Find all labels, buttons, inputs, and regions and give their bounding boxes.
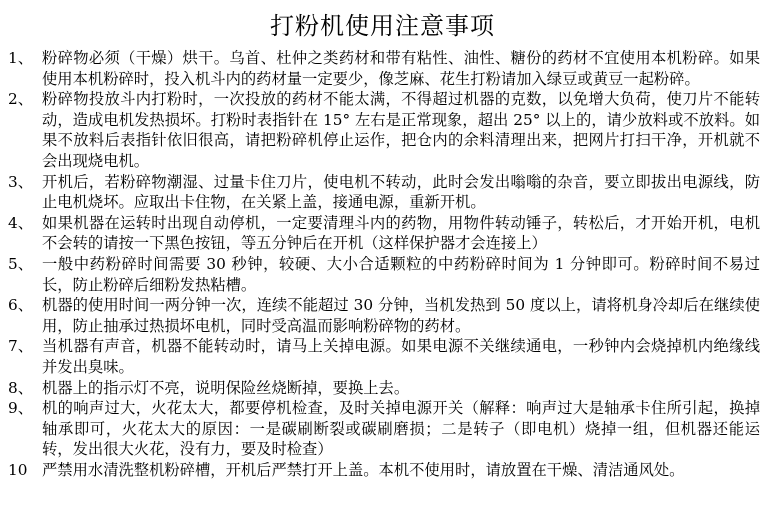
list-item	[8, 398, 760, 460]
item-text: 一般中药粉碎时间需要 30 秒钟，较硬、大小合适颗粒的中药粉碎时间为 1 分钟即可。粉碎时间不易过长，防止粉碎后细粉发热粘槽。	[42, 254, 760, 294]
item-number: 7、	[8, 337, 34, 356]
item-number: 8、	[8, 378, 34, 397]
item-number: 3、	[8, 172, 34, 191]
item-text: 开机后，若粉碎物潮湿、过量卡住刀片，使电机不转动，此时会发出嗡嗡的杂音，要立即拔出电源线，防止电机烧坏。应取出卡住物，在关紧上盖，接通电源，重新开机。	[42, 172, 760, 212]
item-text: 粉碎物必须（干燥）烘干。乌首、杜仲之类药材和带有粘性、油性、糖份的药材不宜使用本机粉碎。如果使用本机粉碎时，投入机斗内的药材量一定要少，像芝麻、花生打粉请加入绿豆或黄豆一起粉碎。	[42, 49, 760, 88]
list-item	[8, 295, 760, 336]
list-item	[8, 254, 760, 295]
item-number: 4、	[8, 213, 34, 232]
item-number: 2、	[8, 90, 34, 109]
list-item	[8, 48, 760, 89]
item-text: 严禁用水清洗整机粉碎槽，开机后严禁打开上盖。本机不使用时，请放置在干燥、清洁通风处。	[42, 460, 685, 479]
item-number: 9、	[8, 399, 34, 418]
notice-list	[8, 48, 760, 480]
item-number: 1、	[8, 49, 34, 67]
page-title: 打粉机使用注意事项	[270, 12, 495, 40]
item-text: 机器上的指示灯不亮，说明保险丝烧断掉，要换上去。	[42, 378, 410, 397]
item-number: 10	[8, 460, 28, 479]
item-text: 机器的使用时间一两分钟一次，连续不能超过 30 分钟，当机发热到 50 度以上，请将机身冷却后在继续使用，防止抽承过热损坏电机，同时受高温而影响粉碎物的药材。	[42, 296, 760, 335]
list-item	[8, 89, 760, 171]
item-text: 如果机器在运转时出现自动停机，一定要清理斗内的药物，用物件转动锤子，转松后，才开始开机，电机不会转的请按一下黑色按钮，等五分钟后在开机（这样保护器才会连接上）	[42, 213, 760, 253]
item-number: 5、	[8, 254, 34, 273]
list-item	[8, 460, 760, 481]
item-text: 机的响声过大，火花太大，都要停机检查，及时关掉电源开关（解释：响声过大是轴承卡住所引起，换掉轴承即可，火花太大的原因：一是碳刷断裂或碳刷磨损；二是转子（即电机）烧掉一组，但机器还能运转，发出很大火花，没有力，要及时检查）	[42, 399, 760, 459]
list-item	[8, 213, 760, 254]
item-number: 6、	[8, 296, 34, 315]
list-item	[8, 172, 760, 213]
list-item	[8, 336, 760, 377]
list-item	[8, 378, 760, 399]
item-text: 当机器有声音，机器不能转动时，请马上关掉电源。如果电源不关继续通电，一秒钟内会烧掉机内绝缘线并发出臭味。	[42, 337, 760, 376]
item-text: 粉碎物投放斗内打粉时，一次投放的药材不能太满，不得超过机器的克数，以免增大负荷，使刀片不能转动，造成电机发热损坏。打粉时表指针在 15° 左右是正常现象，超出 25° 以上的，请少放料或不放料。如果不放料后表指针依旧很高，请把粉碎机停止运作，把仓内的余料清理出来，把网片打扫干净，开机就不会出现烧电机。	[42, 90, 760, 170]
